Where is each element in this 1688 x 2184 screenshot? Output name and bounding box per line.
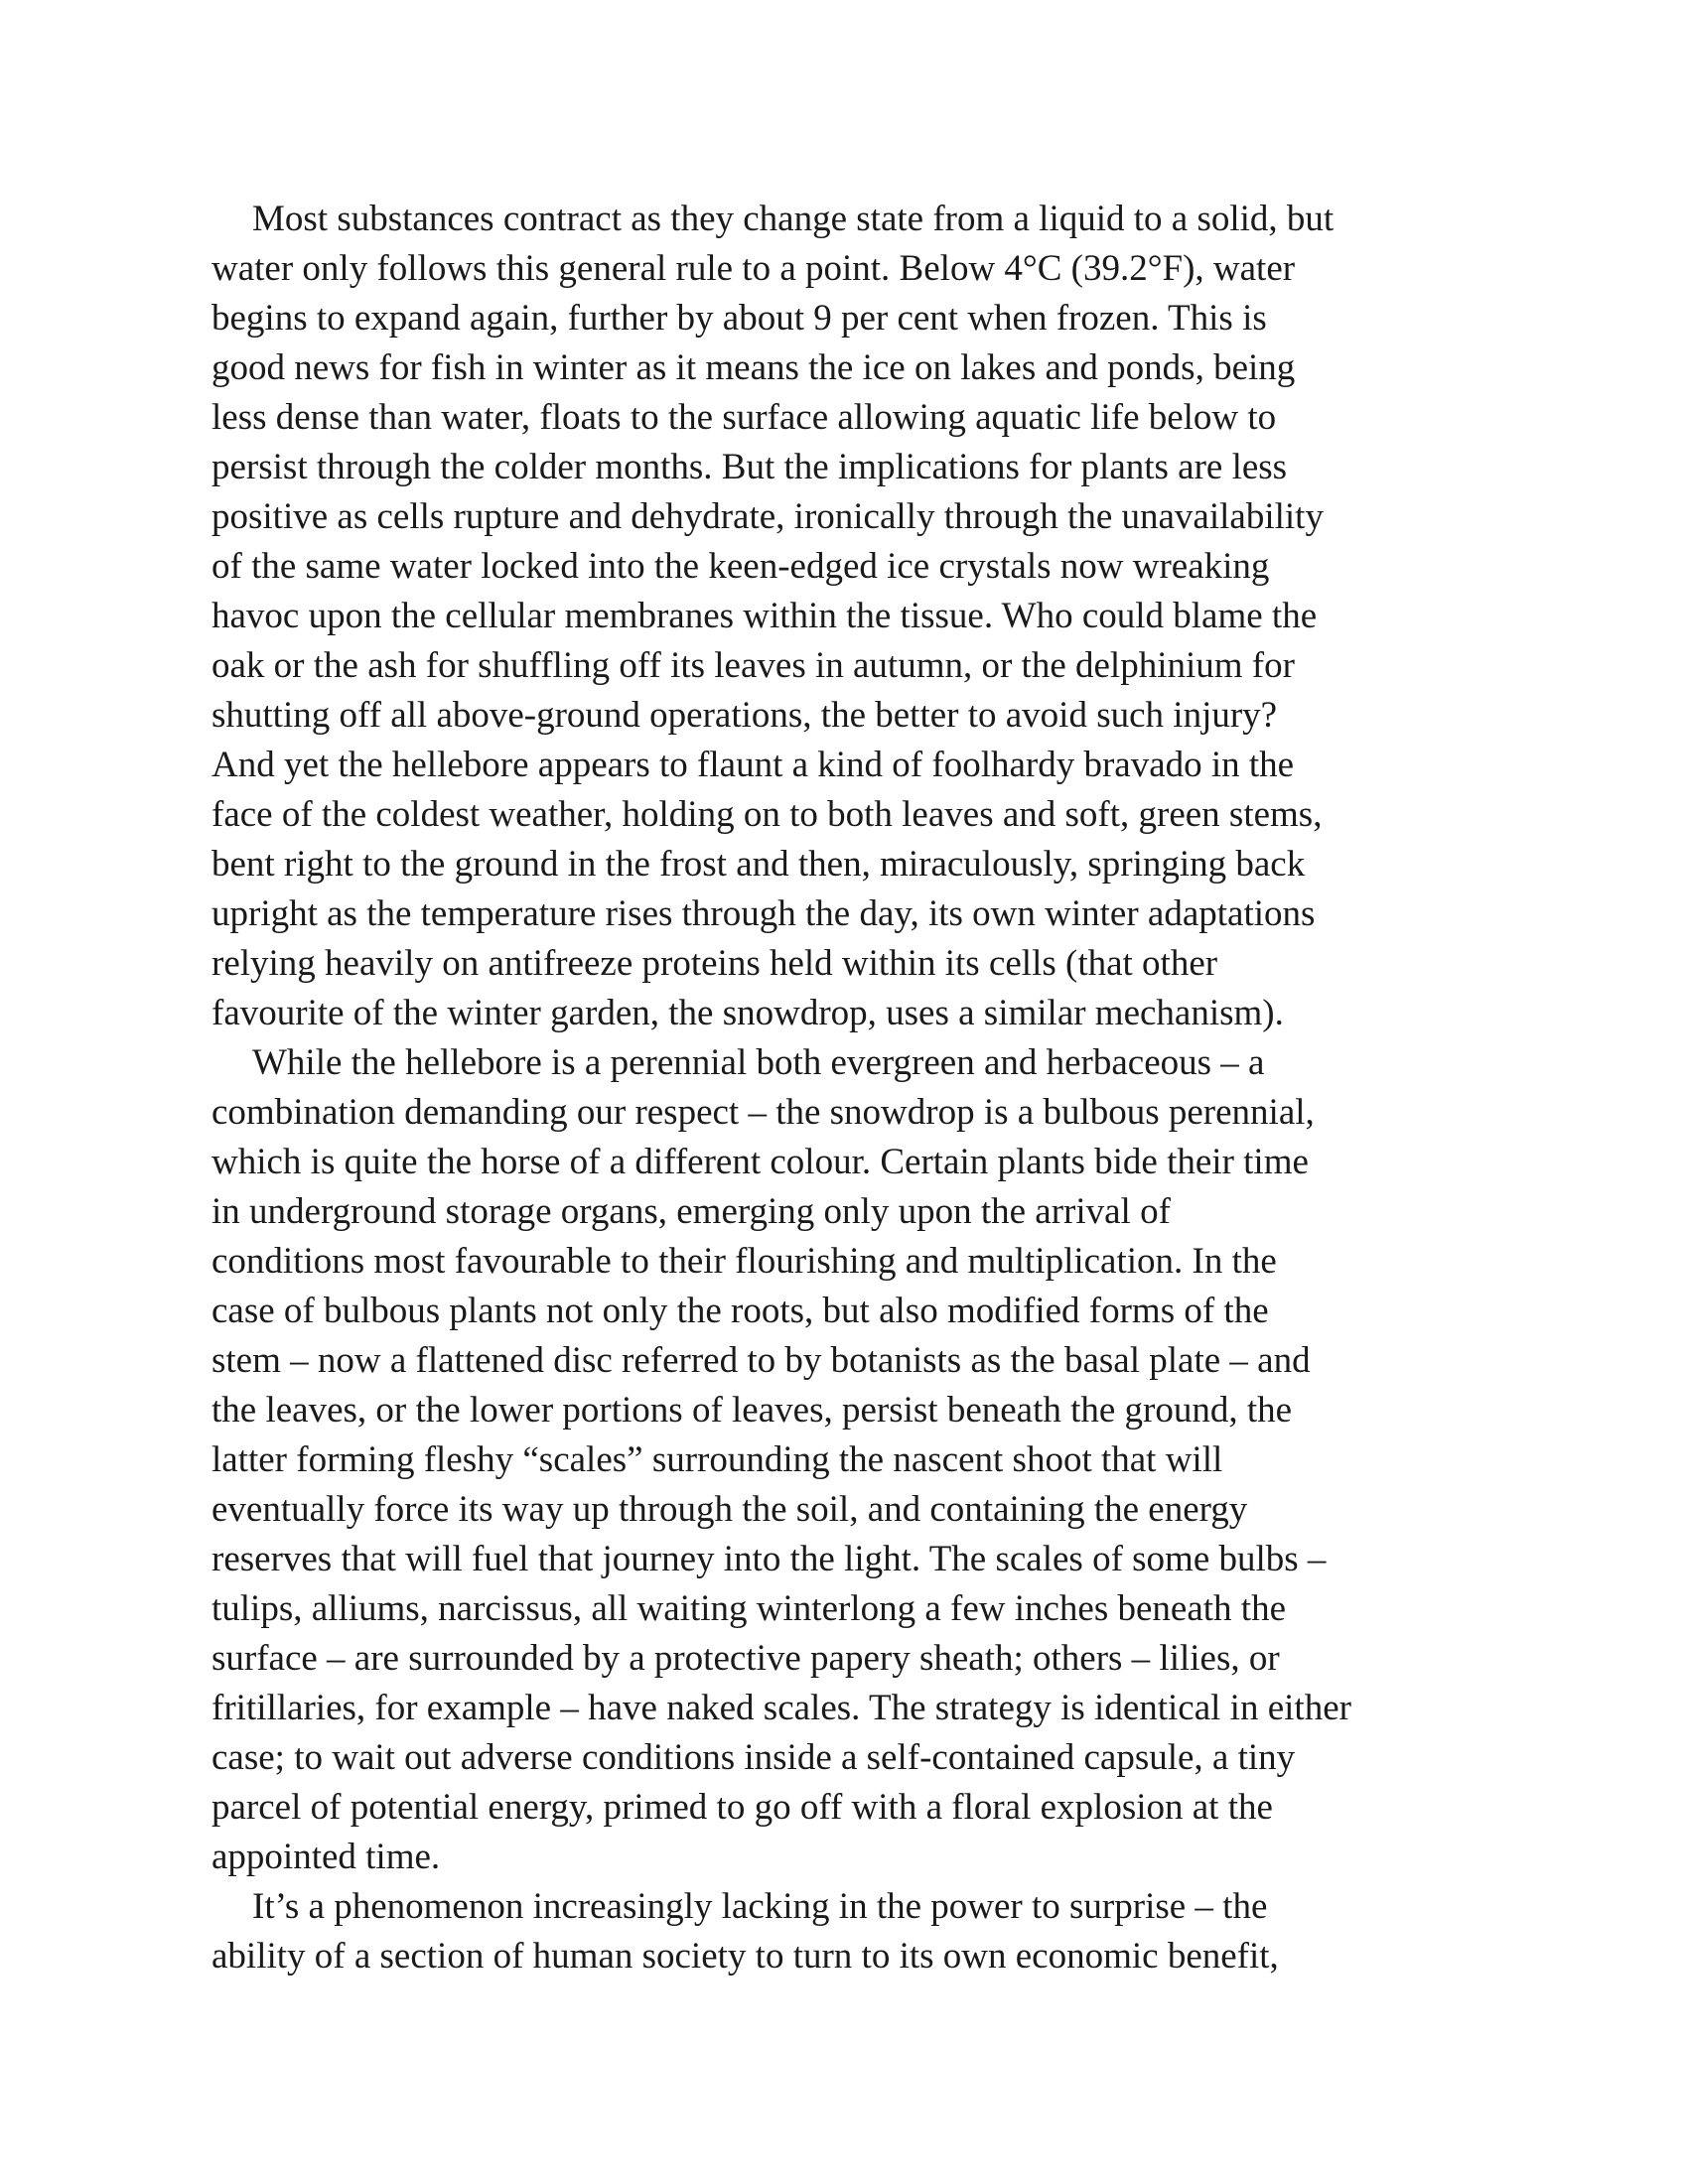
text-line: fritillaries, for example – have naked scales. The strategy is identical in either — [211, 1688, 1351, 1728]
text-line: havoc upon the cellular membranes within the tissue. Who could blame the — [211, 596, 1318, 636]
text-line: face of the coldest weather, holding on to both leaves and soft, green stems, — [211, 794, 1323, 835]
text-line: of the same water locked into the keen-edged ice crystals now wreaking — [211, 546, 1270, 587]
paragraph — [211, 1882, 1482, 1981]
text-line: surface – are surrounded by a protective papery sheath; others – lilies, or — [211, 1638, 1280, 1679]
text-line: And yet the hellebore appears to flaunt a kind of foolhardy bravado in the — [211, 745, 1295, 785]
text-line: shutting off all above-ground operations, the better to avoid such injury? — [211, 695, 1278, 736]
text-line: case of bulbous plants not only the roots, but also modified forms of the — [211, 1291, 1269, 1331]
text-line: persist through the colder months. But the implications for plants are less — [211, 447, 1288, 487]
text-line: stem – now a flattened disc referred to by botanists as the basal plate – and — [211, 1340, 1311, 1381]
text-line: positive as cells rupture and dehydrate, ironically through the unavailability — [211, 496, 1324, 537]
text-line: conditions most favourable to their flourishing and multiplication. In the — [211, 1241, 1277, 1282]
text-line: relying heavily on antifreeze proteins held within its cells (that other — [211, 943, 1218, 984]
text-line: upright as the temperature rises through the day, its own winter adaptations — [211, 893, 1316, 934]
text-line: eventually force its way up through the soil, and containing the energy — [211, 1489, 1248, 1530]
text-line: in underground storage organs, emerging only upon the arrival of — [211, 1191, 1171, 1232]
text-line: bent right to the ground in the frost and then, miraculously, springing back — [211, 844, 1306, 885]
paragraph — [211, 195, 1482, 1038]
text-line: latter forming fleshy “scales” surrounding the nascent shoot that will — [211, 1439, 1223, 1480]
text-line: It’s a phenomenon increasingly lacking in the power to surprise – the — [252, 1886, 1268, 1927]
text-line: less dense than water, floats to the surface allowing aquatic life below to — [211, 397, 1277, 438]
text-line: ability of a section of human society to turn to its own economic benefit, — [211, 1936, 1279, 1977]
text-line: water only follows this general rule to a point. Below 4°C (39.2°F), water — [211, 248, 1296, 289]
text-line: good news for fish in winter as it means the ice on lakes and ponds, being — [211, 347, 1296, 388]
text-line: begins to expand again, further by about 9 per cent when frozen. This is — [211, 298, 1267, 339]
text-line: combination demanding our respect – the snowdrop is a bulbous perennial, — [211, 1092, 1315, 1133]
text-line: favourite of the winter garden, the snowdrop, uses a similar mechanism). — [211, 993, 1284, 1033]
text-line: parcel of potential energy, primed to go off with a floral explosion at the — [211, 1787, 1273, 1828]
text-line: the leaves, or the lower portions of leaves, persist beneath the ground, the — [211, 1390, 1293, 1431]
text-line: oak or the ash for shuffling off its leaves in autumn, or the delphinium for — [211, 645, 1295, 686]
text-line: While the hellebore is a perennial both evergreen and herbaceous – a — [252, 1042, 1265, 1083]
text-line: appointed time. — [211, 1837, 441, 1877]
text-line: tulips, alliums, narcissus, all waiting winterlong a few inches beneath the — [211, 1588, 1286, 1629]
text-line: Most substances contract as they change state from a liquid to a solid, but — [252, 199, 1335, 239]
text-line: reserves that will fuel that journey into the light. The scales of some bulbs – — [211, 1539, 1327, 1579]
paragraph — [211, 1038, 1482, 1882]
text-line: which is quite the horse of a different colour. Certain plants bide their time — [211, 1142, 1309, 1182]
body-text — [211, 195, 1482, 1981]
text-line: case; to wait out adverse conditions inside a self-contained capsule, a tiny — [211, 1737, 1296, 1778]
